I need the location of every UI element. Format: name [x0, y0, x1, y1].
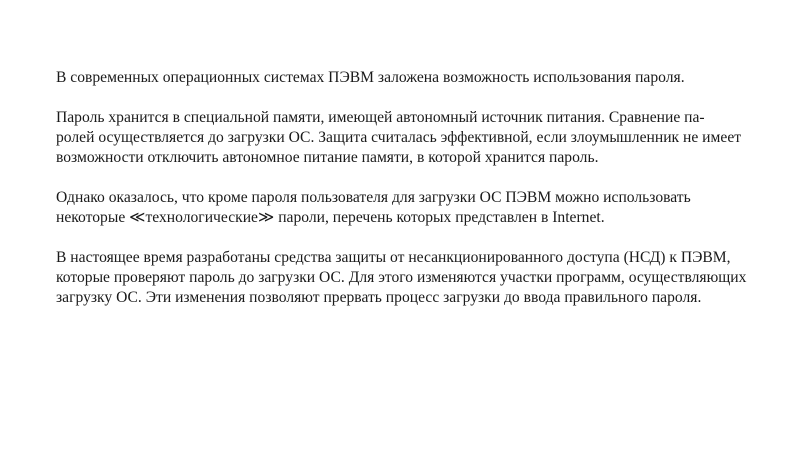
text-line: Однако оказалось, что кроме пароля пользователя для загрузки ОС ПЭВМ можно использовать — [56, 189, 691, 206]
text-line: ролей осуществляется до загрузки ОС. Защита считалась эффективной, если злоумышленник не имеет — [56, 129, 742, 146]
text-line: которые проверяют пароль до загрузки ОС. Для этого изменяются участки программ, осуществляющих — [56, 269, 747, 286]
text-line: В настоящее время разработаны средства защиты от несанкционированного доступа (НСД) к ПЭВМ, — [56, 249, 731, 266]
paragraph-technological-passwords — [56, 188, 798, 228]
text-line: загрузку ОС. Эти изменения позволяют прервать процесс загрузки до ввода правильного пароля. — [56, 289, 702, 306]
text-line: некоторые ≪технологические≫ пароли, перечень которых представлен в Internet. — [56, 209, 605, 226]
text-line: В современных операционных системах ПЭВМ заложена возможность использования пароля. — [56, 69, 685, 86]
text-line: возможности отключить автономное питание памяти, в которой хранится пароль. — [56, 149, 599, 166]
slide-body-text — [56, 68, 798, 328]
paragraph-password-intro — [56, 68, 798, 88]
text-line: Пароль хранится в специальной памяти, имеющей автономный источник питания. Сравнение па- — [56, 109, 705, 126]
paragraph-nsd-protection — [56, 248, 798, 308]
paragraph-password-storage — [56, 108, 798, 168]
